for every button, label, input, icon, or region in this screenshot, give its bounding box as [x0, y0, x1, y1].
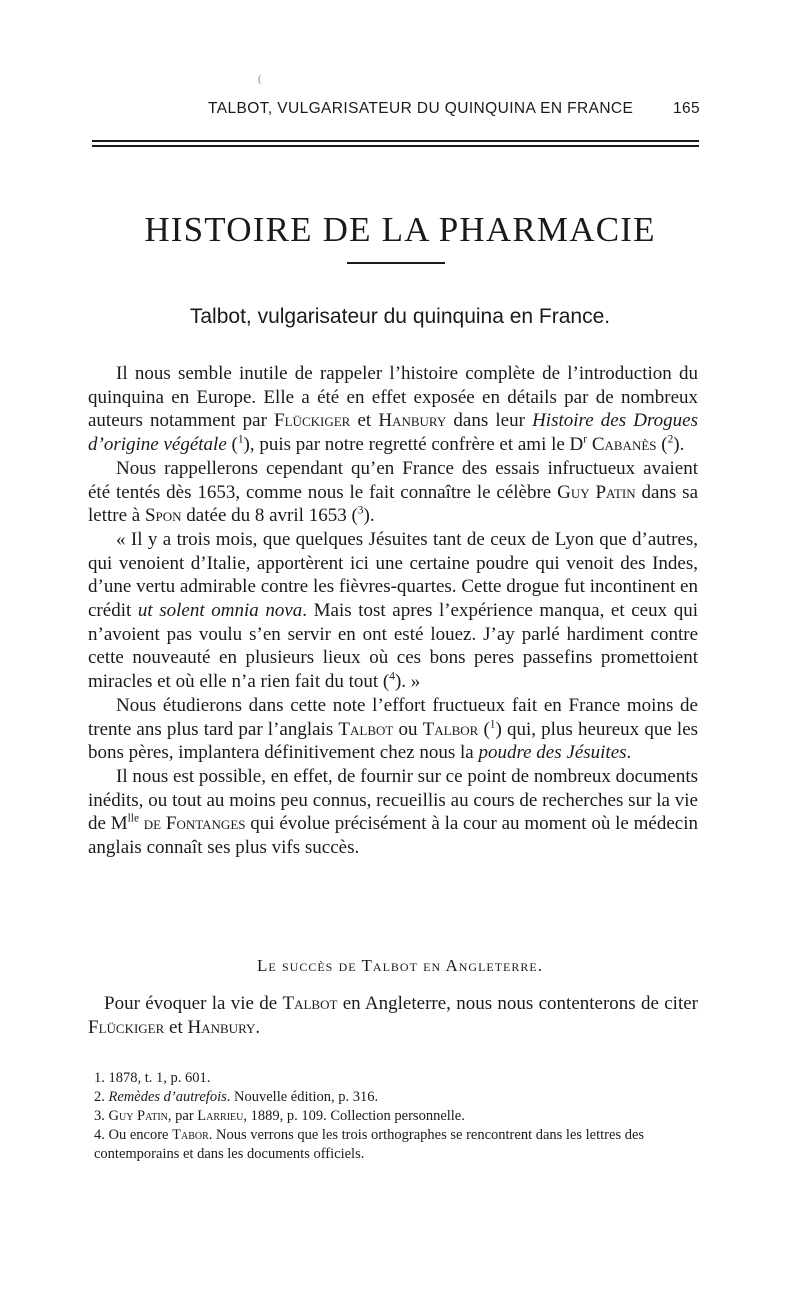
body-text-continued	[88, 992, 698, 1040]
body-text	[88, 362, 698, 860]
author-name: Guy Patin	[557, 481, 636, 503]
author-name: Flückiger	[274, 410, 351, 432]
author-name: Hanbury	[187, 1017, 256, 1038]
footnote-ref: 1	[237, 433, 244, 446]
article-title: Talbot, vulgarisateur du quinquina en France.	[189, 305, 611, 328]
header-rule-top	[92, 140, 699, 142]
running-head-title: TALBOT, VULGARISATEUR DU QUINQUINA EN FRANCE	[208, 100, 634, 117]
paragraph-1: Il nous semble inutile de rappeler l’histoire complète de l’introduction du quinquina en Europe. Elle a été en effet exposée en détails par de nombreux auteurs notamment par Flückiger et Hanbury dans leur Histoire des Drogues d’origine végétale ($^1$), puis par notre regretté confrère et ami le $D^r$ Cabanès ($^2$).	[88, 363, 699, 456]
person-name: Talbot	[282, 993, 338, 1014]
book-title: Histoire des Drogues d’origine végétale	[88, 410, 699, 456]
paragraph-3-quote: « Il y a trois mois, que quelques Jésuites tant de ceux de Lyon que d’autres, qui venoient d’Italie, apportèrent ici une certaine poudre qui venoit des Indes, d’une vertu admirable contre les fièvres-quartes. Cette drogue fut incontinent en crédit ut solent omnia nova. Mais tost apres l’expérience manqua, et ceux qui n’avoient pas voulu s’en servir en ont esté louez. J’ay parlé hardiment contre cette nouveauté en plusieurs lieux où ces bons peres passefins promettoient miracles et où elle n’a rien fait du tout ($^4$). »	[88, 528, 698, 693]
person-name: de Fontanges	[139, 813, 246, 835]
footnotes	[80, 1069, 698, 1164]
section-title: HISTOIRE DE LA PHARMACIE	[144, 210, 656, 249]
footnote-1: 1. 1878, t. 1, p. 601.	[94, 1070, 211, 1086]
author-name: Hanbury	[378, 410, 447, 432]
latin-phrase: ut solent omnia nova	[137, 600, 303, 622]
footnote-ref: 2	[667, 433, 674, 446]
header-rule-bottom	[92, 145, 699, 147]
paragraph-6: Pour évoquer la vie de Talbot en Angleterre, nous nous contenterons de citer Flückiger et Hanbury.	[88, 993, 698, 1038]
author-name: Flückiger	[88, 1017, 165, 1038]
author-name: Cabanès	[591, 434, 657, 456]
paragraph-4: Nous étudierons dans cette note l’effort fructueux fait en France moins de trente ans plus tard par l’anglais Talbot ou Talbor ($^1$) qui, plus heureux que les bons pères, implantera définitivement chez nous la poudre des Jésuites.	[88, 694, 699, 764]
footnote-ref: 3	[357, 504, 364, 517]
author-name: Spon	[144, 505, 182, 527]
paragraph-5: Il nous est possible, en effet, de fournir sur ce point de nombreux documents inédits, ou tout au moins peu connus, recueillis au cours de recherches sur la vie de $M^{lle}$ de Fontanges qui évolue précisément à la cour au moment où le médecin anglais connaît ses plus vifs succès.	[88, 765, 699, 859]
italic-phrase: poudre des Jésuites	[478, 742, 627, 764]
page-number: 165	[672, 100, 700, 117]
footnote-4: 4. Ou encore Tabor. Nous verrons que les trois orthographes se rencontrent dans les lettres des contemporains et dans les documents officiels.	[94, 1127, 645, 1162]
footnote-ref: 4	[389, 670, 395, 683]
footnote-3: 3. Guy Patin, par Larrieu, 1889, p. 109. Collection personnelle.	[94, 1108, 465, 1124]
paragraph-2: Nous rappellerons cependant qu’en France des essais infructueux avaient été tentés dès 1653, comme nous le fait connaître le célèbre Guy Patin dans sa lettre à Spon datée du 8 avril 1653 ($^3$).	[88, 457, 699, 527]
subheading: Le succès de Talbot en Angleterre.	[257, 956, 543, 975]
footnote-2: 2. Remèdes d’autrefois. Nouvelle édition, p. 316.	[94, 1089, 379, 1105]
person-name: Talbot	[338, 718, 394, 740]
person-name: Talbor	[422, 718, 479, 740]
title-rule	[347, 262, 445, 264]
footnote-ref: 1	[489, 718, 496, 731]
stray-mark: (	[258, 74, 262, 85]
